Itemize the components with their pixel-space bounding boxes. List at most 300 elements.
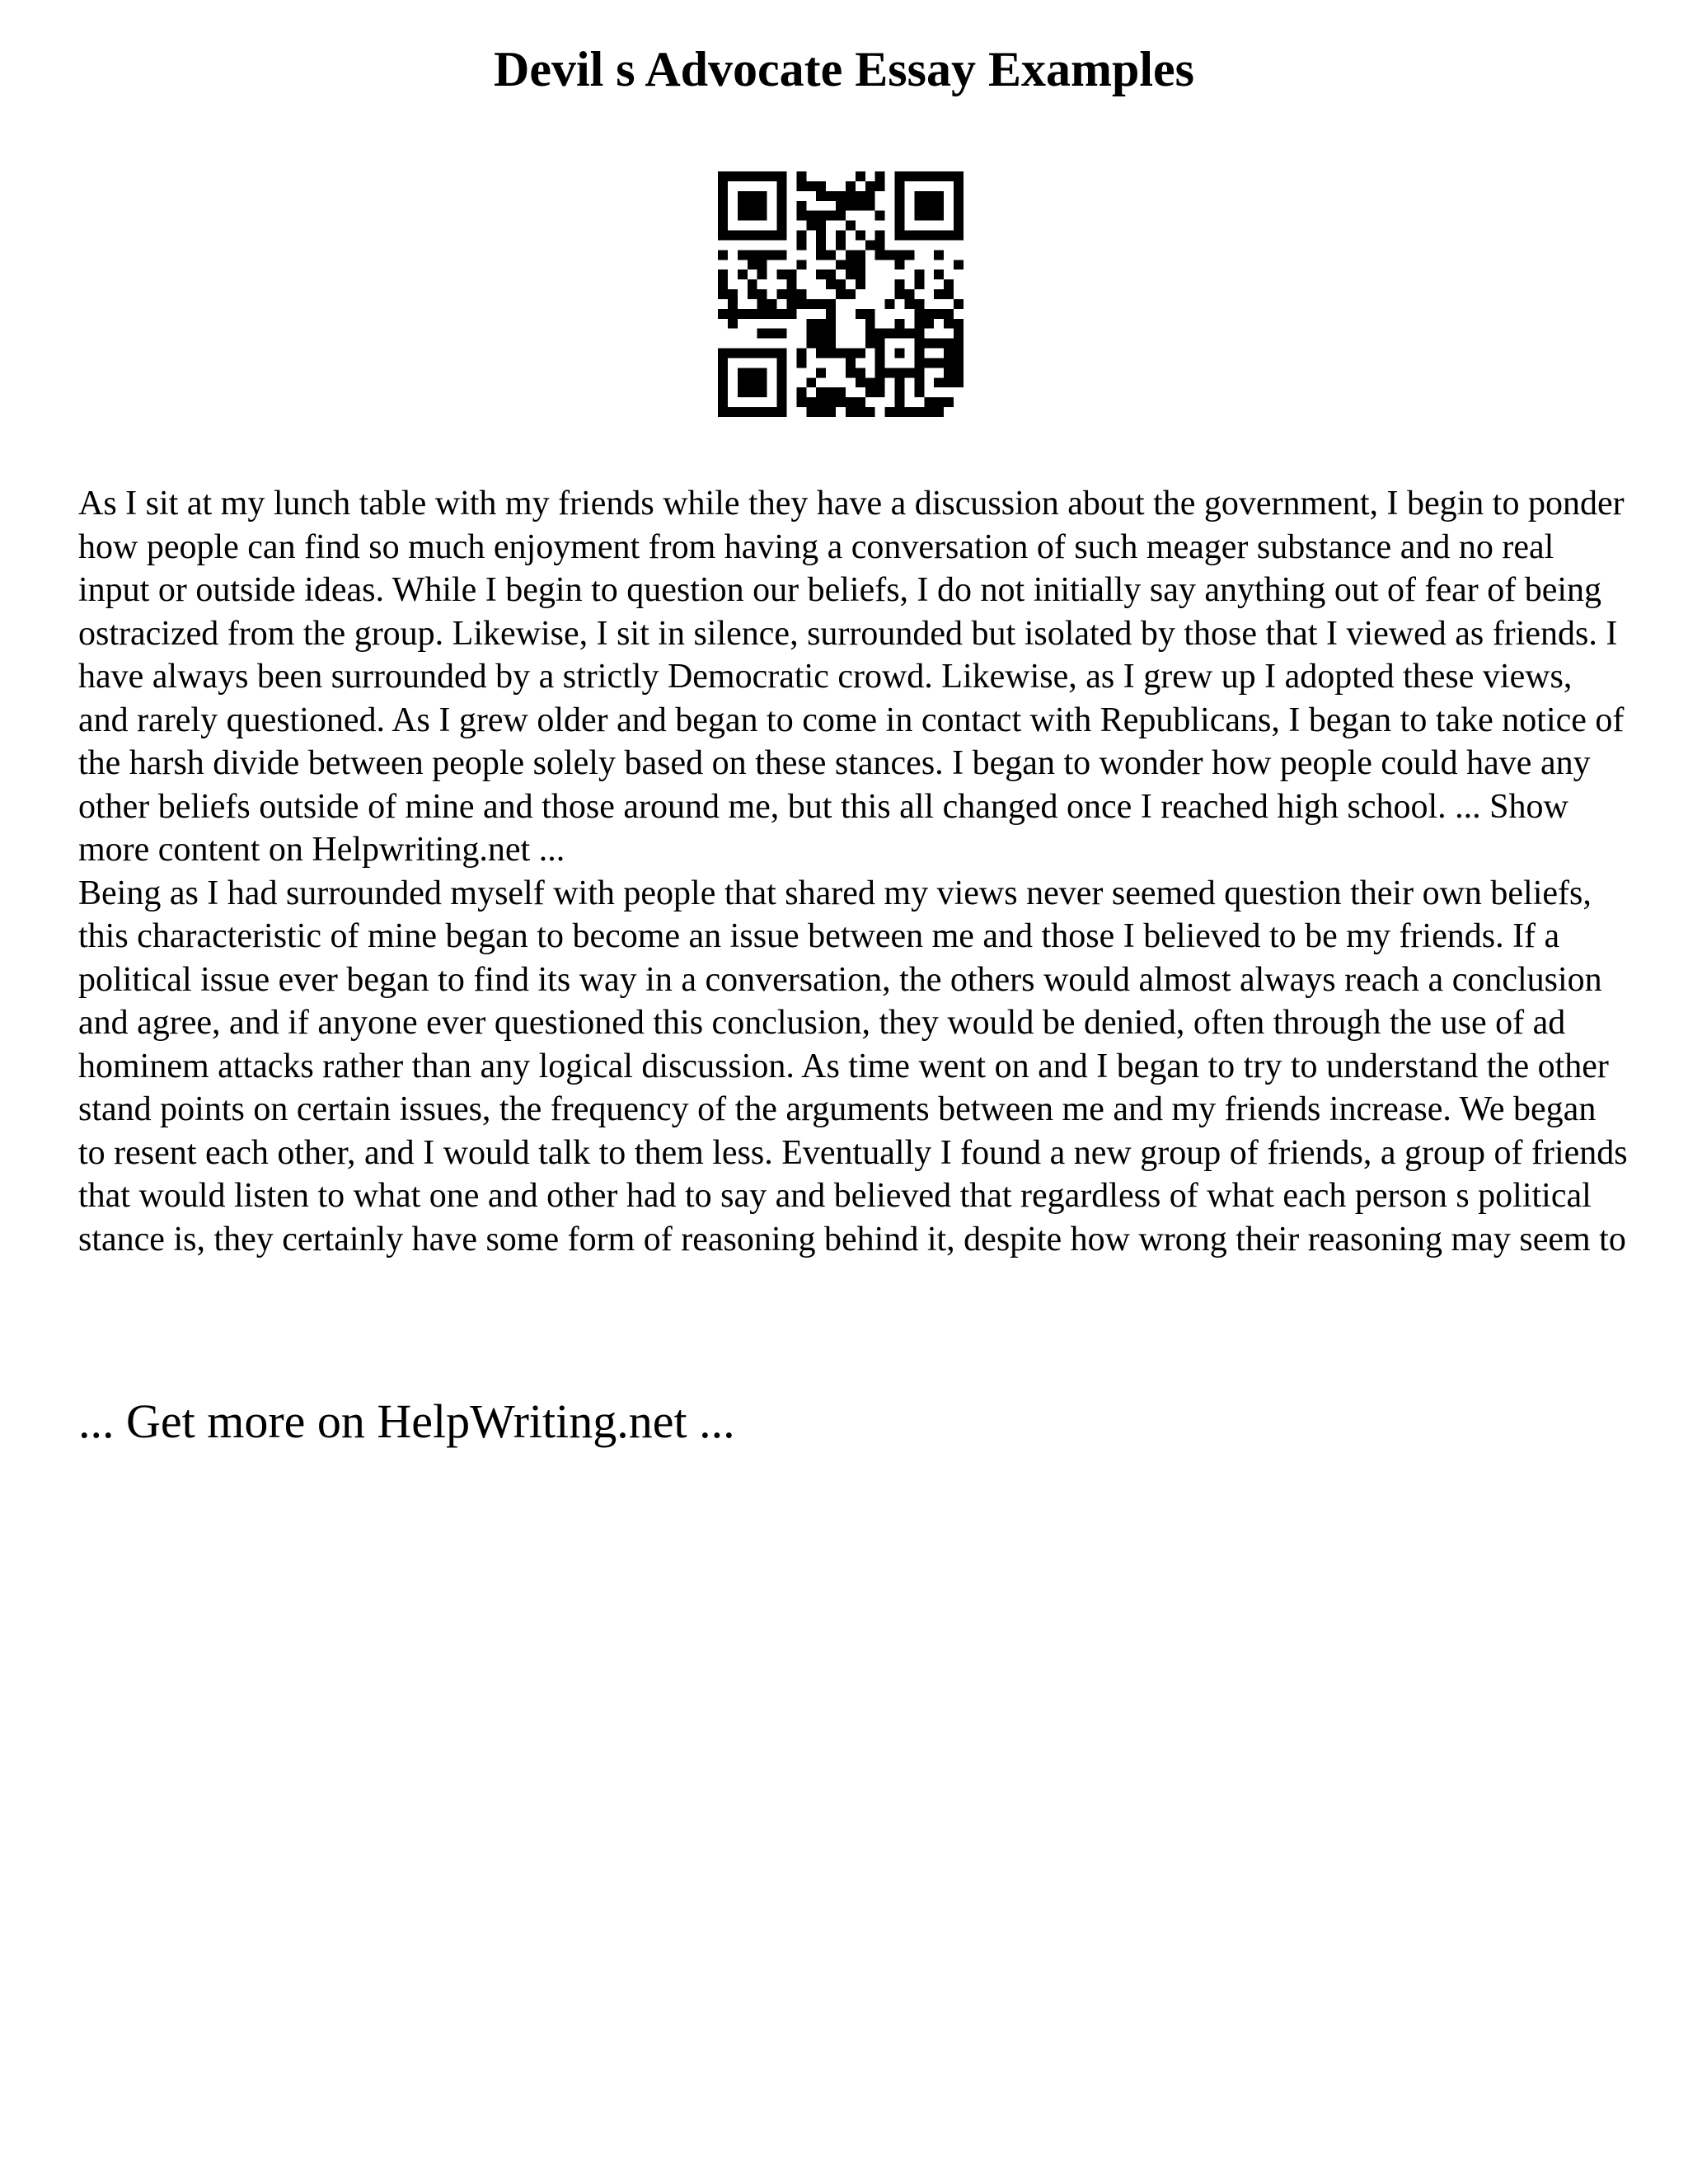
qr-module bbox=[826, 319, 836, 329]
qr-module bbox=[914, 319, 924, 329]
qr-module bbox=[875, 349, 885, 359]
qr-module bbox=[944, 231, 954, 241]
qr-code-graphic bbox=[718, 171, 964, 417]
qr-module bbox=[796, 231, 806, 241]
qr-module bbox=[904, 231, 914, 241]
qr-module bbox=[728, 349, 738, 359]
qr-module bbox=[875, 368, 885, 377]
qr-module bbox=[954, 211, 964, 221]
qr-module bbox=[777, 349, 787, 359]
qr-module bbox=[914, 299, 924, 309]
qr-module bbox=[846, 289, 856, 299]
qr-module bbox=[954, 368, 964, 377]
qr-module bbox=[748, 309, 757, 319]
qr-module bbox=[748, 387, 757, 397]
qr-module bbox=[816, 387, 826, 397]
qr-module bbox=[954, 221, 964, 231]
qr-module bbox=[816, 368, 826, 377]
qr-module bbox=[777, 171, 787, 181]
qr-module bbox=[856, 309, 865, 319]
get-more-link[interactable]: ... Get more on HelpWriting.net ... bbox=[78, 1394, 735, 1448]
qr-module bbox=[757, 309, 767, 319]
qr-module bbox=[944, 377, 954, 387]
qr-module bbox=[856, 250, 865, 260]
qr-module bbox=[786, 269, 796, 279]
qr-module bbox=[924, 339, 934, 349]
qr-module bbox=[944, 319, 954, 329]
qr-module bbox=[875, 171, 885, 181]
qr-module bbox=[796, 397, 806, 407]
qr-module bbox=[914, 407, 924, 417]
qr-module bbox=[865, 309, 875, 319]
qr-module bbox=[846, 260, 856, 269]
qr-module bbox=[914, 309, 924, 319]
qr-module bbox=[944, 339, 954, 349]
qr-module bbox=[738, 407, 748, 417]
qr-module bbox=[944, 397, 954, 407]
qr-module bbox=[796, 387, 806, 397]
qr-module bbox=[728, 407, 738, 417]
qr-module bbox=[786, 309, 796, 319]
qr-module bbox=[748, 289, 757, 299]
qr-module bbox=[954, 181, 964, 191]
qr-module bbox=[914, 358, 924, 368]
qr-module bbox=[856, 397, 865, 407]
qr-module bbox=[728, 299, 738, 309]
qr-module bbox=[718, 279, 728, 289]
qr-module bbox=[895, 349, 905, 359]
qr-module bbox=[738, 377, 748, 387]
qr-module bbox=[767, 329, 777, 339]
qr-module bbox=[757, 171, 767, 181]
qr-module bbox=[738, 211, 748, 221]
qr-module bbox=[846, 250, 856, 260]
qr-module bbox=[865, 407, 875, 417]
qr-module bbox=[875, 181, 885, 191]
qr-module bbox=[738, 349, 748, 359]
qr-module bbox=[836, 240, 846, 250]
qr-module bbox=[934, 397, 944, 407]
qr-module bbox=[954, 349, 964, 359]
qr-module bbox=[718, 397, 728, 407]
qr-module bbox=[718, 231, 728, 241]
qr-module bbox=[865, 201, 875, 211]
qr-module bbox=[767, 349, 777, 359]
qr-module bbox=[836, 397, 846, 407]
qr-module bbox=[895, 221, 905, 231]
qr-module bbox=[806, 211, 816, 221]
qr-module bbox=[836, 279, 846, 289]
qr-module bbox=[757, 269, 767, 279]
qr-module bbox=[777, 191, 787, 201]
qr-module bbox=[904, 171, 914, 181]
qr-module bbox=[954, 201, 964, 211]
qr-module bbox=[748, 377, 757, 387]
qr-module bbox=[924, 201, 934, 211]
qr-module bbox=[718, 191, 728, 201]
qr-module bbox=[944, 368, 954, 377]
qr-module bbox=[806, 377, 816, 387]
qr-module bbox=[718, 171, 728, 181]
qr-module bbox=[757, 260, 767, 269]
qr-module bbox=[728, 319, 738, 329]
qr-module bbox=[826, 191, 836, 201]
qr-module bbox=[728, 309, 738, 319]
qr-module bbox=[914, 349, 924, 359]
qr-module bbox=[856, 269, 865, 279]
qr-module bbox=[767, 407, 777, 417]
qr-module bbox=[934, 191, 944, 201]
qr-module bbox=[796, 201, 806, 211]
qr-module bbox=[806, 339, 816, 349]
qr-module bbox=[904, 329, 914, 339]
qr-module bbox=[767, 299, 777, 309]
qr-module bbox=[777, 201, 787, 211]
qr-module bbox=[885, 299, 895, 309]
qr-module bbox=[777, 387, 787, 397]
qr-module bbox=[885, 329, 895, 339]
qr-module bbox=[934, 309, 944, 319]
qr-module bbox=[895, 231, 905, 241]
qr-module bbox=[875, 377, 885, 387]
qr-module bbox=[777, 211, 787, 221]
qr-module bbox=[816, 397, 826, 407]
qr-module bbox=[786, 279, 796, 289]
qr-module bbox=[777, 181, 787, 191]
qr-module bbox=[885, 407, 895, 417]
qr-module bbox=[777, 221, 787, 231]
qr-module bbox=[777, 231, 787, 241]
qr-module bbox=[757, 368, 767, 377]
qr-module bbox=[944, 171, 954, 181]
qr-module bbox=[895, 387, 905, 397]
qr-module bbox=[816, 349, 826, 359]
qr-module bbox=[954, 171, 964, 181]
qr-module bbox=[856, 368, 865, 377]
qr-module bbox=[914, 201, 924, 211]
qr-module bbox=[816, 339, 826, 349]
qr-module bbox=[954, 191, 964, 201]
qr-module bbox=[757, 289, 767, 299]
qr-module bbox=[728, 231, 738, 241]
qr-module bbox=[777, 368, 787, 377]
qr-module bbox=[895, 250, 905, 260]
qr-module bbox=[767, 250, 777, 260]
qr-module bbox=[856, 260, 865, 269]
qr-module bbox=[777, 407, 787, 417]
qr-module bbox=[924, 171, 934, 181]
qr-module bbox=[904, 368, 914, 377]
qr-module bbox=[954, 339, 964, 349]
qr-module bbox=[944, 358, 954, 368]
qr-module bbox=[796, 299, 806, 309]
qr-module bbox=[895, 377, 905, 387]
qr-module bbox=[816, 329, 826, 339]
qr-module bbox=[924, 211, 934, 221]
qr-module bbox=[914, 339, 924, 349]
qr-module bbox=[914, 171, 924, 181]
qr-module bbox=[826, 250, 836, 260]
qr-module bbox=[748, 191, 757, 201]
qr-module bbox=[904, 407, 914, 417]
qr-module bbox=[934, 250, 944, 260]
qr-module bbox=[875, 211, 885, 221]
qr-module bbox=[748, 201, 757, 211]
qr-module bbox=[914, 231, 924, 241]
qr-module bbox=[718, 368, 728, 377]
qr-module bbox=[895, 181, 905, 191]
qr-module bbox=[757, 201, 767, 211]
qr-module bbox=[875, 329, 885, 339]
qr-module bbox=[895, 407, 905, 417]
qr-module bbox=[904, 250, 914, 260]
qr-module bbox=[718, 221, 728, 231]
qr-module bbox=[816, 269, 826, 279]
qr-module bbox=[954, 299, 964, 309]
qr-module bbox=[767, 171, 777, 181]
qr-module bbox=[895, 319, 905, 329]
qr-module bbox=[895, 201, 905, 211]
qr-module bbox=[846, 358, 856, 368]
qr-module bbox=[865, 377, 875, 387]
qr-module bbox=[856, 279, 865, 289]
qr-module bbox=[924, 358, 934, 368]
qr-module bbox=[806, 329, 816, 339]
qr-module bbox=[865, 319, 875, 329]
qr-module bbox=[796, 349, 806, 359]
qr-module bbox=[934, 171, 944, 181]
qr-module bbox=[748, 349, 757, 359]
qr-module bbox=[718, 309, 728, 319]
qr-module bbox=[718, 377, 728, 387]
qr-module bbox=[738, 231, 748, 241]
qr-module bbox=[865, 240, 875, 250]
qr-module bbox=[914, 211, 924, 221]
qr-module bbox=[914, 368, 924, 377]
qr-module bbox=[796, 211, 806, 221]
qr-module bbox=[924, 191, 934, 201]
qr-module bbox=[875, 231, 885, 241]
qr-module bbox=[924, 407, 934, 417]
qr-module bbox=[767, 231, 777, 241]
qr-module bbox=[846, 201, 856, 211]
qr-code-icon bbox=[718, 171, 964, 417]
qr-module bbox=[816, 240, 826, 250]
qr-module bbox=[718, 407, 728, 417]
qr-module bbox=[875, 240, 885, 250]
qr-module bbox=[904, 289, 914, 299]
qr-module bbox=[895, 368, 905, 377]
qr-module bbox=[777, 289, 787, 299]
qr-module bbox=[748, 407, 757, 417]
qr-module bbox=[767, 309, 777, 319]
qr-module bbox=[904, 299, 914, 309]
qr-module bbox=[826, 349, 836, 359]
qr-module bbox=[895, 289, 905, 299]
qr-module bbox=[924, 309, 934, 319]
qr-module bbox=[806, 319, 816, 329]
qr-module bbox=[914, 377, 924, 387]
qr-module bbox=[934, 231, 944, 241]
qr-module bbox=[895, 260, 905, 269]
qr-module bbox=[895, 329, 905, 339]
qr-module bbox=[786, 299, 796, 309]
qr-module bbox=[875, 358, 885, 368]
qr-module bbox=[757, 377, 767, 387]
qr-module bbox=[914, 329, 924, 339]
qr-module bbox=[826, 339, 836, 349]
qr-module bbox=[826, 211, 836, 221]
qr-module bbox=[836, 211, 846, 221]
qr-module bbox=[796, 171, 806, 181]
qr-module bbox=[954, 319, 964, 329]
qr-module bbox=[757, 329, 767, 339]
qr-module bbox=[954, 231, 964, 241]
qr-module bbox=[757, 349, 767, 359]
qr-module bbox=[718, 250, 728, 260]
qr-module bbox=[895, 191, 905, 201]
qr-module bbox=[718, 349, 728, 359]
qr-module bbox=[885, 250, 895, 260]
qr-module bbox=[718, 289, 728, 299]
qr-module bbox=[856, 201, 865, 211]
qr-module bbox=[934, 201, 944, 211]
qr-module bbox=[738, 250, 748, 260]
qr-module bbox=[954, 377, 964, 387]
qr-module bbox=[816, 211, 826, 221]
qr-module bbox=[836, 260, 846, 269]
qr-module bbox=[875, 387, 885, 397]
qr-module bbox=[806, 397, 816, 407]
qr-module bbox=[718, 181, 728, 191]
qr-module bbox=[924, 397, 934, 407]
essay-body bbox=[78, 482, 1628, 1261]
qr-module bbox=[777, 309, 787, 319]
qr-module bbox=[748, 368, 757, 377]
qr-module bbox=[796, 181, 806, 191]
qr-module bbox=[748, 260, 757, 269]
qr-module bbox=[718, 358, 728, 368]
qr-module bbox=[748, 211, 757, 221]
qr-module bbox=[826, 397, 836, 407]
qr-module bbox=[865, 329, 875, 339]
qr-module bbox=[944, 309, 954, 319]
qr-module bbox=[738, 269, 748, 279]
qr-module bbox=[924, 319, 934, 329]
qr-module bbox=[875, 250, 885, 260]
qr-module bbox=[934, 269, 944, 279]
qr-module bbox=[826, 279, 836, 289]
qr-module bbox=[846, 397, 856, 407]
qr-module bbox=[806, 181, 816, 191]
qr-module bbox=[816, 299, 826, 309]
qr-module bbox=[895, 397, 905, 407]
essay-paragraph-2: Being as I had surrounded myself with people that shared my views never seemed question their own beliefs, this characteristic of mine began to become an issue between me and those I believed to be my friends. If a political issue ever began to find its way in a conversation, the others would almost always reach a conclusion and agree, and if anyone ever questioned this conclusion, they would be denied, often through the use of ad hominem attacks rather than any logical discussion. As time went on and I began to try to understand the other stand points on certain issues, the frequency of the arguments between me and my friends increase. We began to resent each other, and I would talk to them less. Eventually I found a new group of friends, a group of friends that would listen to what one and other had to say and believed that regardless of what each person s political stance is, they certainly have some form of reasoning behind it, despite how wrong their reasoning may seem to bbox=[78, 874, 1628, 1258]
qr-module bbox=[846, 181, 856, 191]
qr-module bbox=[748, 171, 757, 181]
qr-module bbox=[718, 269, 728, 279]
qr-module bbox=[865, 181, 875, 191]
qr-module bbox=[934, 358, 944, 368]
qr-module bbox=[796, 358, 806, 368]
qr-module bbox=[796, 289, 806, 299]
qr-module bbox=[826, 329, 836, 339]
qr-module bbox=[836, 387, 846, 397]
qr-module bbox=[836, 201, 846, 211]
qr-module bbox=[856, 171, 865, 181]
qr-module bbox=[924, 231, 934, 241]
qr-module bbox=[757, 299, 767, 309]
qr-module bbox=[934, 211, 944, 221]
qr-module bbox=[895, 279, 905, 289]
qr-module bbox=[914, 279, 924, 289]
qr-module bbox=[777, 329, 787, 339]
qr-module bbox=[846, 191, 856, 201]
qr-module bbox=[748, 231, 757, 241]
qr-module bbox=[954, 358, 964, 368]
qr-module bbox=[757, 211, 767, 221]
qr-module bbox=[846, 269, 856, 279]
qr-module bbox=[895, 211, 905, 221]
qr-module bbox=[856, 407, 865, 417]
qr-module bbox=[777, 250, 787, 260]
essay-paragraph-1: As I sit at my lunch table with my friends while they have a discussion about the government, I begin to ponder how people can find so much enjoyment from having a conversation of such meager substance and no real input or outside ideas. While I begin to question our beliefs, I do not initially say anything out of fear of being ostracized from the group. Likewise, I sit in silence, surrounded but isolated by those that I viewed as friends. I have always been surrounded by a strictly Democratic crowd. Likewise, as I grew up I adopted these views, and rarely questioned. As I grew older and began to come in contact with Republicans, I began to take notice of the harsh divide between people solely based on these stances. I began to wonder how people could have any other beliefs outside of mine and those around me, but this all changed once I reached high school. ... Show more content on Helpwriting.net ... bbox=[78, 485, 1625, 869]
qr-module bbox=[865, 339, 875, 349]
qr-module bbox=[846, 349, 856, 359]
qr-module bbox=[806, 299, 816, 309]
qr-module bbox=[865, 191, 875, 201]
qr-module bbox=[954, 329, 964, 339]
qr-module bbox=[934, 377, 944, 387]
qr-module bbox=[796, 240, 806, 250]
qr-module bbox=[757, 231, 767, 241]
qr-module bbox=[786, 289, 796, 299]
qr-module bbox=[826, 299, 836, 309]
qr-module bbox=[826, 269, 836, 279]
qr-module bbox=[728, 171, 738, 181]
qr-module bbox=[816, 181, 826, 191]
qr-module bbox=[914, 191, 924, 201]
qr-module bbox=[777, 377, 787, 387]
qr-module bbox=[728, 289, 738, 299]
qr-module bbox=[934, 407, 944, 417]
qr-module bbox=[944, 279, 954, 289]
qr-module bbox=[856, 349, 865, 359]
qr-module bbox=[934, 339, 944, 349]
qr-module bbox=[777, 358, 787, 368]
qr-module bbox=[806, 221, 816, 231]
qr-module bbox=[846, 407, 856, 417]
qr-module bbox=[816, 231, 826, 241]
qr-module bbox=[954, 260, 964, 269]
qr-module bbox=[757, 407, 767, 417]
qr-module bbox=[816, 250, 826, 260]
qr-module bbox=[846, 368, 856, 377]
qr-module bbox=[846, 221, 856, 231]
qr-module bbox=[934, 289, 944, 299]
qr-module bbox=[836, 231, 846, 241]
qr-module bbox=[914, 387, 924, 397]
page-title: Devil s Advocate Essay Examples bbox=[493, 42, 1195, 96]
qr-module bbox=[816, 319, 826, 329]
qr-module bbox=[944, 289, 954, 299]
qr-module bbox=[757, 191, 767, 201]
qr-module bbox=[895, 171, 905, 181]
qr-module bbox=[777, 397, 787, 407]
qr-module bbox=[738, 387, 748, 397]
qr-module bbox=[718, 211, 728, 221]
qr-module bbox=[806, 407, 816, 417]
